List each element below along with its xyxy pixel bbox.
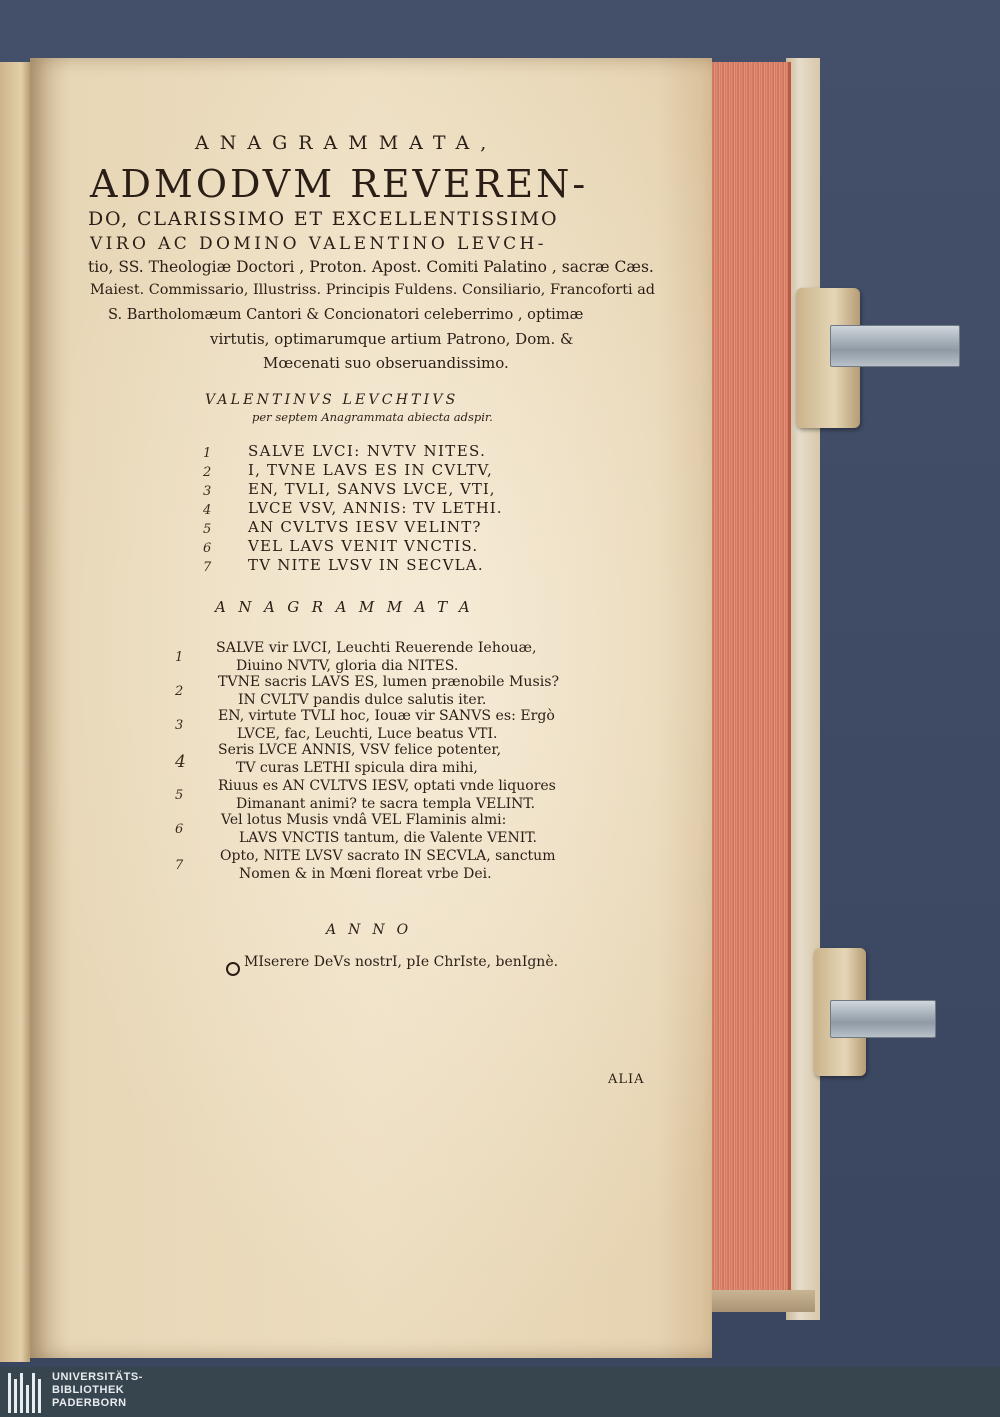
verse-line: EN, virtute TVLI hoc, Iouæ vir SANVS es: Ergò [218, 708, 555, 724]
verse-number: 2 [175, 684, 184, 699]
verse-number: 1 [175, 650, 184, 665]
clasp-upper-metal [830, 325, 960, 367]
library-logo-icon [8, 1373, 44, 1413]
list-item: I, TVNE LAVS ES IN CVLTV, [248, 461, 493, 479]
verse-line: Dimanant animi? te sacra templa VELINT. [236, 796, 536, 812]
list-item: SALVE LVCI: NVTV NITES. [248, 442, 487, 460]
verse-line: Riuus es AN CVLTVS IESV, optati vnde liquores [218, 778, 556, 794]
cover-bottom [705, 1290, 815, 1312]
document-page [30, 58, 712, 1358]
section-head: ANAGRAMMATA [215, 598, 483, 616]
verse-line: LVCE, fac, Leuchti, Luce beatus VTI. [237, 726, 498, 742]
list-number: 2 [203, 465, 212, 480]
subhead: VALENTINVS LEVCHTIVS [205, 392, 459, 408]
list-item: AN CVLTVS IESV VELINT? [248, 518, 482, 536]
left-page-edge [0, 62, 30, 1362]
catchword: ALIA [608, 1072, 645, 1087]
library-footer [0, 1367, 1000, 1417]
list-number: 4 [203, 503, 212, 518]
body-line-5: Mœcenati suo obseruandissimo. [263, 354, 509, 372]
verse-line: IN CVLTV pandis dulce salutis iter. [238, 692, 487, 708]
verse-line: SALVE vir LVCI, Leuchti Reuerende Iehouæ, [216, 640, 537, 656]
verse-line: TV curas LETHI spicula dira mihi, [236, 760, 478, 776]
list-number: 5 [203, 522, 212, 537]
verse-line: Vel lotus Musis vndâ VEL Flaminis almi: [221, 812, 507, 828]
body-line-4: virtutis, optimarumque artium Patrono, Dom. & [210, 330, 574, 348]
verse-line: Opto, NITE LVSV sacrato IN SECVLA, sanctum [220, 848, 556, 864]
title-line-2: DO, CLARISSIMO ET EXCELLENTISSIMO [88, 208, 559, 230]
list-number: 7 [203, 560, 212, 575]
list-item: VEL LAVS VENIT VNCTIS. [248, 537, 479, 555]
verse-number: 6 [175, 822, 184, 837]
library-logo-text [52, 1371, 143, 1410]
verse-line: Seris LVCE ANNIS, VSV felice potenter, [218, 742, 502, 758]
clasp-lower-metal [830, 1000, 936, 1038]
logo-line-3: PADERBORN [52, 1397, 127, 1409]
title-line-3: VIRO AC DOMINO VALENTINO LEVCH- [90, 234, 547, 254]
logo-line-1: UNIVERSITÄTS- [52, 1371, 143, 1383]
chronogram: MIserere DeVs nostrI, pIe ChrIste, benIgnè. [244, 954, 559, 970]
logo-line-2: BIBLIOTHEK [52, 1384, 125, 1396]
verse-number: 7 [175, 858, 184, 873]
chronogram-marker [226, 962, 240, 976]
verse-line: LAVS VNCTIS tantum, die Valente VENIT. [239, 830, 537, 846]
title-large: ADMODVM REVEREN- [90, 162, 589, 206]
verse-line: Diuino NVTV, gloria dia NITES. [236, 658, 459, 674]
list-number: 3 [203, 484, 212, 499]
verse-number: 4 [175, 752, 186, 772]
verse-line: Nomen & in Mœni floreat vrbe Dei. [239, 866, 492, 882]
verse-number: 5 [175, 788, 184, 803]
subhead-line-2: per septem Anagrammata abiecta adspir. [252, 410, 493, 424]
running-head: ANAGRAMMATA, [195, 132, 498, 154]
anno-heading: ANNO [326, 922, 421, 938]
list-number: 6 [203, 541, 212, 556]
body-line-2: Maiest. Commissario, Illustriss. Principis Fuldens. Consiliario, Francoforti ad [90, 282, 656, 298]
list-item: TV NITE LVSV IN SECVLA. [248, 556, 484, 574]
body-line-3: S. Bartholomæum Cantori & Concionatori celeberrimo , optimæ [108, 306, 584, 323]
list-item: LVCE VSV, ANNIS: TV LETHI. [248, 499, 503, 517]
verse-line: TVNE sacris LAVS ES, lumen prænobile Musis? [218, 674, 560, 690]
book-cover [786, 58, 820, 1320]
list-number: 1 [203, 446, 212, 461]
list-item: EN, TVLI, SANVS LVCE, VTI, [248, 480, 496, 498]
page-edges [710, 62, 791, 1302]
body-line-1: tio, SS. Theologiæ Doctori , Proton. Apost. Comiti Palatino , sacræ Cæs. [88, 258, 654, 276]
verse-number: 3 [175, 718, 184, 733]
